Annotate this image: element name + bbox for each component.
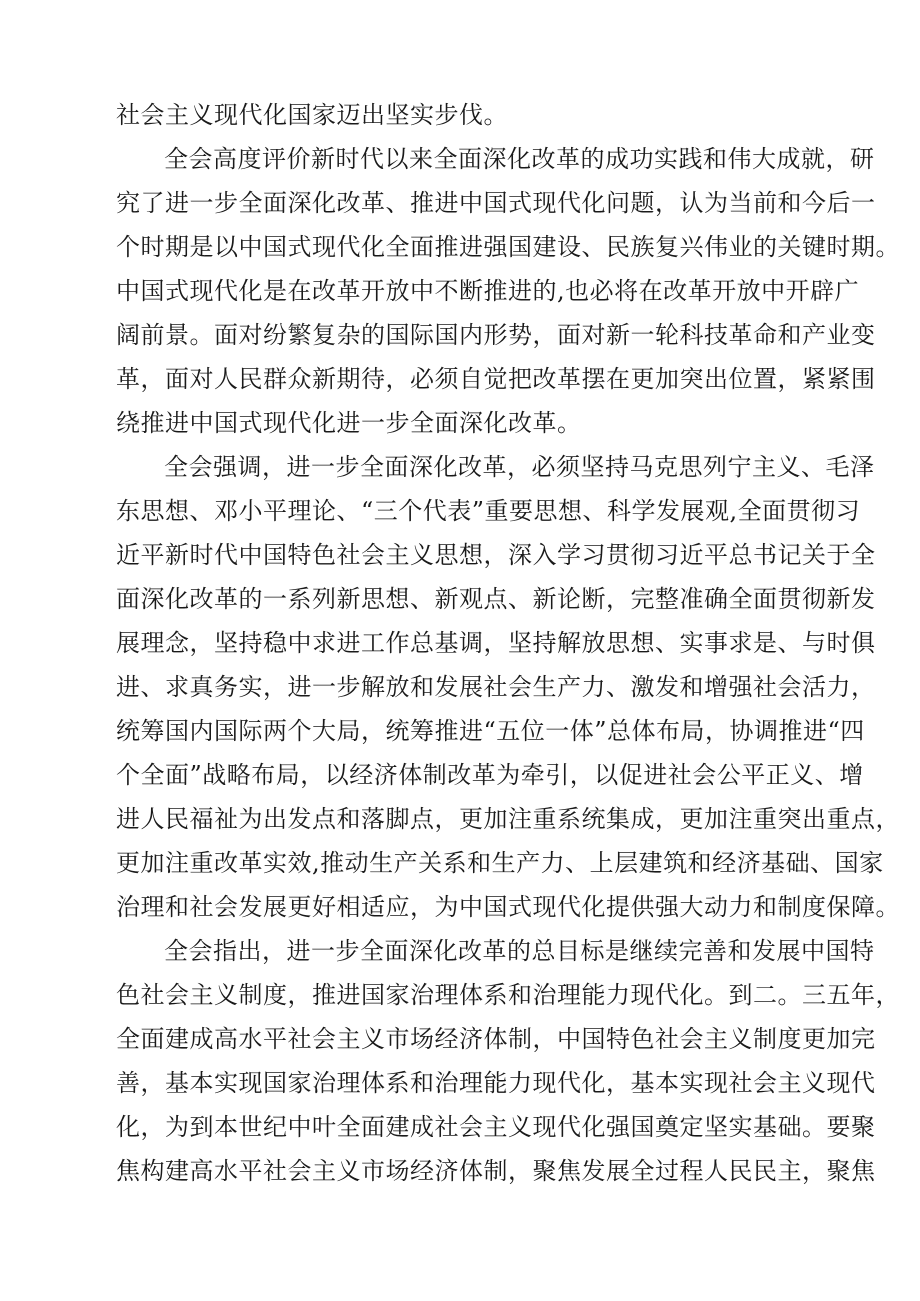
text-line: 社会主义现代化国家迈出坚实步伐。 [116, 101, 508, 129]
text-line: 展理念，坚持稳中求进工作总基调，坚持解放思想、实事求是、与时俱 [116, 629, 876, 657]
text-line: 更加注重改革实效,推动生产关系和生产力、上层建筑和经济基础、国家 [116, 849, 884, 877]
text-line: 化，为到本世纪中叶全面建成社会主义现代化强国奠定坚实基础。要聚 [116, 1113, 876, 1141]
text-line: 究了进一步全面深化改革、推进中国式现代化问题，认为当前和今后一 [116, 189, 876, 217]
text-line: 绕推进中国式现代化进一步全面深化改革。 [116, 409, 582, 437]
text-line: 进、求真务实，进一步解放和发展社会生产力、激发和增强社会活力， [116, 673, 876, 701]
text-line: 革，面对人民群众新期待，必须自觉把改革摆在更加突出位置，紧紧围 [116, 365, 876, 393]
text-line: 阔前景。面对纷繁复杂的国际国内形势，面对新一轮科技革命和产业变 [116, 321, 876, 349]
text-line: 焦构建高水平社会主义市场经济体制，聚焦发展全过程人民民主，聚焦 [116, 1157, 876, 1185]
text-line: 进人民福祉为出发点和落脚点，更加注重系统集成，更加注重突出重点， [116, 805, 900, 833]
paragraph-first-line: 全会高度评价新时代以来全面深化改革的成功实践和伟大成就，研 [164, 145, 875, 173]
paragraph-first-line: 全会强调，进一步全面深化改革，必须坚持马克思列宁主义、毛泽 [164, 453, 875, 481]
text-line: 个全面”战略布局，以经济体制改革为牵引，以促进社会公平正义、增 [116, 761, 864, 789]
paragraph-first-line: 全会指出，进一步全面深化改革的总目标是继续完善和发展中国特 [164, 937, 875, 965]
text-line: 东思想、邓小平理论、“三个代表”重要思想、科学发展观,全面贯彻习 [116, 497, 861, 525]
text-line: 全面建成高水平社会主义市场经济体制，中国特色社会主义制度更加完 [116, 1025, 876, 1053]
text-line: 面深化改革的一系列新思想、新观点、新论断，完整准确全面贯彻新发 [116, 585, 876, 613]
text-line: 色社会主义制度，推进国家治理体系和治理能力现代化。到二。三五年， [116, 981, 900, 1009]
text-line: 中国式现代化是在改革开放中不断推进的,也必将在改革开放中开辟广 [116, 277, 860, 305]
text-line: 近平新时代中国特色社会主义思想，深入学习贯彻习近平总书记关于全 [116, 541, 876, 569]
text-line: 善，基本实现国家治理体系和治理能力现代化，基本实现社会主义现代 [116, 1069, 876, 1097]
text-line: 治理和社会发展更好相适应，为中国式现代化提供强大动力和制度保障。 [116, 893, 900, 921]
text-line: 统筹国内国际两个大局，统筹推进“五位一体”总体布局，协调推进“四 [116, 717, 865, 745]
text-line: 个时期是以中国式现代化全面推进强国建设、民族复兴伟业的关键时期。 [116, 233, 900, 261]
